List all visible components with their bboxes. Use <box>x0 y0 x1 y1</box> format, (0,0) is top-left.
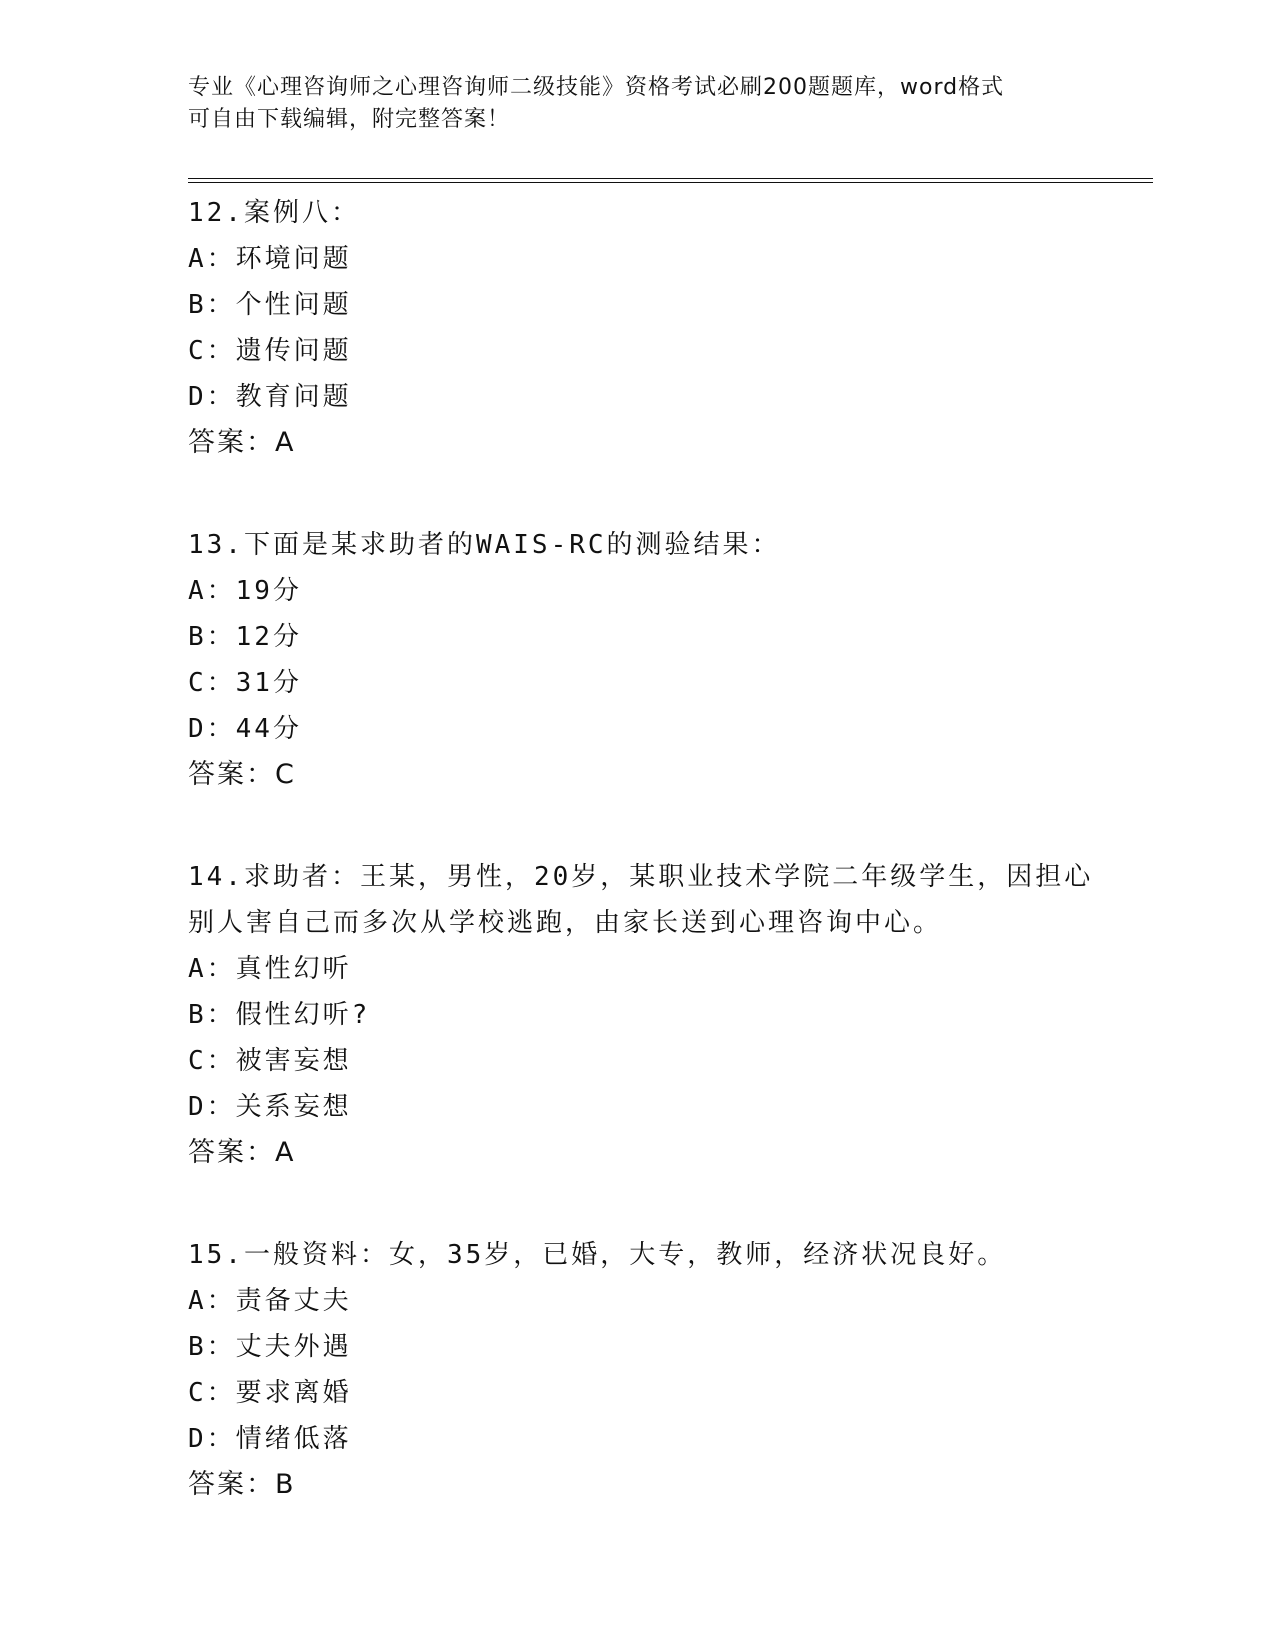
option-d: D：44分 <box>188 714 302 744</box>
option-b: B：12分 <box>188 622 302 652</box>
question-12 <box>188 190 1128 466</box>
header-rule-bottom <box>188 182 1153 183</box>
answer-label: 答案：A <box>188 1137 296 1168</box>
question-stem-line-2: 别人害自己而多次从学校逃跑，由家长送到心理咨询中心。 <box>188 908 943 938</box>
option-a: A：19分 <box>188 576 302 606</box>
question-stem-line-1: 14.求助者：王某，男性，20岁，某职业技术学院二年级学生，因担心 <box>188 862 1094 892</box>
option-b: B：丈夫外遇 <box>188 1332 352 1362</box>
answer-label: 答案：B <box>188 1469 296 1500</box>
option-b: B：个性问题 <box>188 290 352 320</box>
option-d: D：情绪低落 <box>188 1424 352 1454</box>
option-c: C：遗传问题 <box>188 336 352 366</box>
option-a: A：责备丈夫 <box>188 1286 352 1316</box>
question-15 <box>188 1232 1128 1508</box>
answer-label: 答案：A <box>188 427 296 458</box>
option-c: C：被害妄想 <box>188 1046 352 1076</box>
question-13 <box>188 522 1128 798</box>
header-line-1: 专业《心理咨询师之心理咨询师二级技能》资格考试必刷200题题库，word格式 <box>188 75 1005 100</box>
option-b: B：假性幻听? <box>188 1000 371 1030</box>
document-header <box>188 72 1088 136</box>
question-stem: 13.下面是某求助者的WAIS-RC的测验结果： <box>188 530 781 560</box>
option-d: D：教育问题 <box>188 382 352 412</box>
header-rule-top <box>188 178 1153 179</box>
question-14 <box>188 854 1128 1176</box>
option-c: C：31分 <box>188 668 302 698</box>
option-d: D：关系妄想 <box>188 1092 352 1122</box>
question-stem: 12.案例八： <box>188 198 360 228</box>
header-line-2: 可自由下载编辑，附完整答案！ <box>188 107 511 132</box>
question-stem: 15.一般资料：女，35岁，已婚，大专，教师，经济状况良好。 <box>188 1240 1007 1270</box>
option-a: A：环境问题 <box>188 244 352 274</box>
option-a: A：真性幻听 <box>188 954 352 984</box>
question-list <box>188 190 1128 1564</box>
option-c: C：要求离婚 <box>188 1378 352 1408</box>
answer-label: 答案：C <box>188 759 296 790</box>
